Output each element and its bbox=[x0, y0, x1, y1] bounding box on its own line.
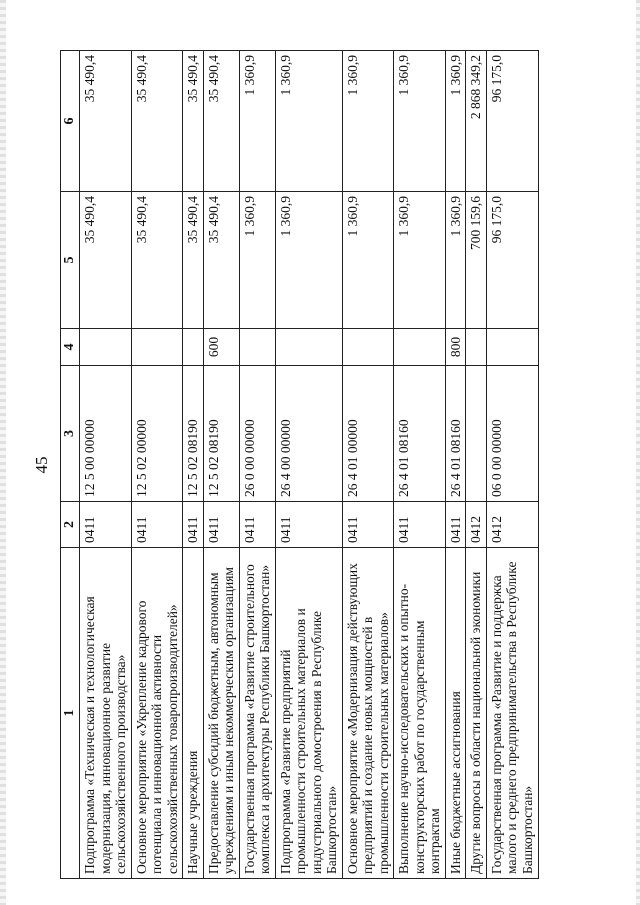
row-expense-type-cell bbox=[342, 329, 394, 366]
col-header-1: 1 bbox=[61, 548, 80, 879]
row-section-cell: 0411 bbox=[183, 502, 204, 548]
row-expense-type-cell bbox=[80, 329, 132, 366]
table-row bbox=[486, 51, 538, 879]
row-amount-6-cell: 1 360,9 bbox=[275, 51, 342, 192]
row-expense-type-cell bbox=[466, 329, 487, 366]
row-section-cell: 0411 bbox=[203, 502, 239, 548]
row-section-cell: 0412 bbox=[466, 502, 487, 548]
row-expense-type-cell: 800 bbox=[445, 329, 466, 366]
table-row bbox=[239, 51, 275, 879]
row-amount-6-cell: 1 360,9 bbox=[342, 51, 394, 192]
row-target-article-cell: 12 5 02 08190 bbox=[183, 366, 204, 502]
table-row bbox=[131, 51, 183, 879]
row-amount-6-cell: 35 490,4 bbox=[203, 51, 239, 192]
rotated-page bbox=[20, 40, 620, 885]
row-amount-5-cell: 35 490,4 bbox=[203, 192, 239, 329]
row-amount-5-cell: 96 175,0 bbox=[486, 192, 538, 329]
table-row bbox=[342, 51, 394, 879]
row-name-cell: Иные бюджетные ассигнования bbox=[445, 548, 466, 879]
row-amount-6-cell: 35 490,4 bbox=[131, 51, 183, 192]
row-target-article-cell: 12 5 00 00000 bbox=[80, 366, 132, 502]
row-name-cell: Научные учреждения bbox=[183, 548, 204, 879]
table-header-row bbox=[61, 51, 80, 879]
row-name-cell: Предоставление субсидий бюджетным, автономным учреждениям и иным некоммерческим организациям bbox=[203, 548, 239, 879]
row-target-article-cell bbox=[466, 366, 487, 502]
row-section-cell: 0411 bbox=[131, 502, 183, 548]
row-target-article-cell: 26 4 01 08160 bbox=[445, 366, 466, 502]
row-target-article-cell: 26 0 00 00000 bbox=[239, 366, 275, 502]
row-name-cell: Основное мероприятие «Модернизация действующих предприятий и создание новых мощностей в промышленности строительных материалов» bbox=[342, 548, 394, 879]
row-target-article-cell: 12 5 02 00000 bbox=[131, 366, 183, 502]
row-target-article-cell: 26 4 01 00000 bbox=[342, 366, 394, 502]
row-amount-5-cell: 1 360,9 bbox=[275, 192, 342, 329]
table-row bbox=[275, 51, 342, 879]
row-section-cell: 0411 bbox=[275, 502, 342, 548]
row-name-cell: Выполнение научно-исследовательских и опытно-конструкторских работ по государственным контрактам bbox=[394, 548, 446, 879]
row-target-article-cell: 12 5 02 08190 bbox=[203, 366, 239, 502]
row-expense-type-cell bbox=[486, 329, 538, 366]
row-amount-6-cell: 1 360,9 bbox=[239, 51, 275, 192]
row-amount-6-cell: 96 175,0 bbox=[486, 51, 538, 192]
row-target-article-cell: 06 0 00 00000 bbox=[486, 366, 538, 502]
scan-edge-right bbox=[636, 0, 640, 905]
row-amount-6-cell: 1 360,9 bbox=[445, 51, 466, 192]
row-amount-5-cell: 1 360,9 bbox=[394, 192, 446, 329]
row-section-cell: 0411 bbox=[239, 502, 275, 548]
table-row bbox=[203, 51, 239, 879]
col-header-6: 6 bbox=[61, 51, 80, 192]
table-row bbox=[466, 51, 487, 879]
row-name-cell: Государственная программа «Развитие и поддержка малого и среднего предпринимательства в Республике Башкортостан» bbox=[486, 548, 538, 879]
row-amount-5-cell: 700 159,6 bbox=[466, 192, 487, 329]
row-amount-6-cell: 35 490,4 bbox=[80, 51, 132, 192]
row-name-cell: Другие вопросы в области национальной экономики bbox=[466, 548, 487, 879]
row-amount-6-cell: 1 360,9 bbox=[394, 51, 446, 192]
row-name-cell: Государственная программа «Развитие строительного комплекса и архитектуры Республики Башкортостан» bbox=[239, 548, 275, 879]
col-header-2: 2 bbox=[61, 502, 80, 548]
row-amount-5-cell: 1 360,9 bbox=[342, 192, 394, 329]
row-target-article-cell: 26 4 01 08160 bbox=[394, 366, 446, 502]
row-section-cell: 0411 bbox=[342, 502, 394, 548]
row-expense-type-cell bbox=[131, 329, 183, 366]
row-expense-type-cell bbox=[239, 329, 275, 366]
table-row bbox=[80, 51, 132, 879]
budget-table bbox=[60, 50, 539, 879]
row-amount-5-cell: 35 490,4 bbox=[183, 192, 204, 329]
col-header-5: 5 bbox=[61, 192, 80, 329]
row-target-article-cell: 26 4 00 00000 bbox=[275, 366, 342, 502]
table-row bbox=[445, 51, 466, 879]
row-amount-5-cell: 35 490,4 bbox=[80, 192, 132, 329]
row-expense-type-cell bbox=[394, 329, 446, 366]
col-header-4: 4 bbox=[61, 329, 80, 366]
row-name-cell: Подпрограмма «Техническая и технологическая модернизация, инновационное развитие сельскохозяйственного производства» bbox=[80, 548, 132, 879]
col-header-3: 3 bbox=[61, 366, 80, 502]
row-expense-type-cell bbox=[275, 329, 342, 366]
row-section-cell: 0411 bbox=[80, 502, 132, 548]
row-section-cell: 0411 bbox=[394, 502, 446, 548]
row-expense-type-cell: 600 bbox=[203, 329, 239, 366]
row-expense-type-cell bbox=[183, 329, 204, 366]
page-number: 45 bbox=[32, 456, 51, 474]
scan-edge-left bbox=[0, 0, 6, 905]
row-section-cell: 0411 bbox=[445, 502, 466, 548]
row-amount-5-cell: 1 360,9 bbox=[239, 192, 275, 329]
row-section-cell: 0412 bbox=[486, 502, 538, 548]
row-amount-5-cell: 35 490,4 bbox=[131, 192, 183, 329]
table-body bbox=[80, 51, 538, 879]
row-amount-6-cell: 35 490,4 bbox=[183, 51, 204, 192]
table-row bbox=[394, 51, 446, 879]
table-row bbox=[183, 51, 204, 879]
row-name-cell: Основное мероприятие «Укрепление кадрового потенциала и инновационной активности сельскохозяйственных товаропроизводителей» bbox=[131, 548, 183, 879]
row-amount-6-cell: 2 868 349,2 bbox=[466, 51, 487, 192]
row-name-cell: Подпрограмма «Развитие предприятий промышленности строительных материалов и индустриального домостроения в Республике Башкортостан» bbox=[275, 548, 342, 879]
row-amount-5-cell: 1 360,9 bbox=[445, 192, 466, 329]
